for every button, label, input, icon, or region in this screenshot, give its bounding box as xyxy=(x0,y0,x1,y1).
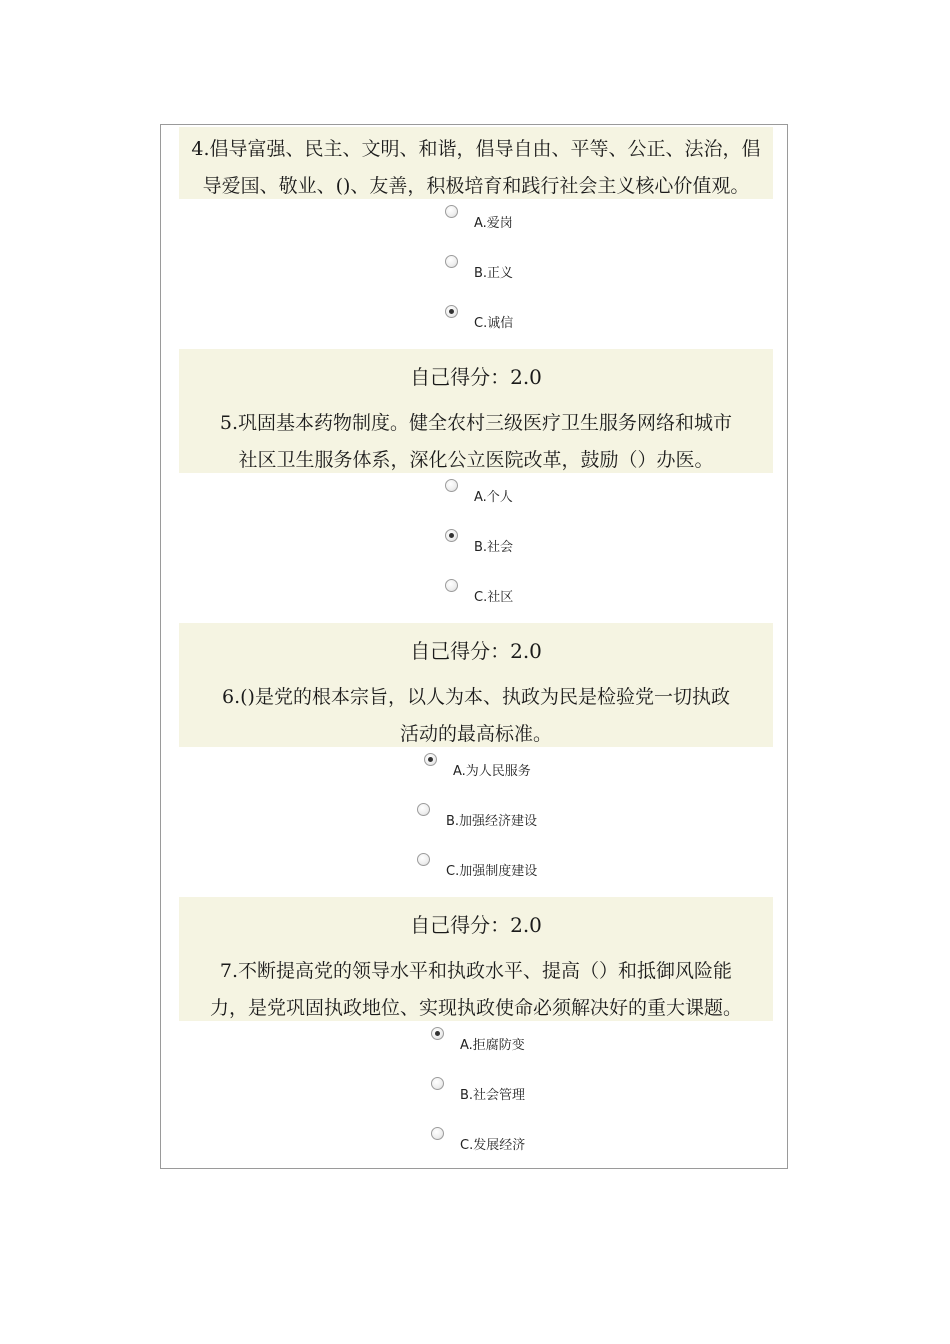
score-label: 自己得分：2.0 xyxy=(410,913,542,937)
question-6-text xyxy=(179,679,773,753)
question-line: 6.()是党的根本宗旨，以人为本、执政为民是检验党一切执政 xyxy=(222,686,730,708)
radio-icon[interactable] xyxy=(445,579,458,592)
score-label: 自己得分：2.0 xyxy=(410,365,542,389)
option-label: C.发展经济 xyxy=(460,1138,526,1153)
radio-checked-icon[interactable] xyxy=(431,1027,444,1040)
radio-checked-icon[interactable] xyxy=(424,753,437,766)
radio-icon[interactable] xyxy=(431,1127,444,1140)
option-label: A.爱岗 xyxy=(474,216,513,231)
radio-icon[interactable] xyxy=(445,479,458,492)
option-label: B.加强经济建设 xyxy=(446,814,538,829)
question-7-text xyxy=(179,953,773,1027)
radio-icon[interactable] xyxy=(445,205,458,218)
radio-checked-icon[interactable] xyxy=(445,529,458,542)
radio-icon[interactable] xyxy=(445,255,458,268)
radio-icon[interactable] xyxy=(417,803,430,816)
radio-checked-icon[interactable] xyxy=(445,305,458,318)
question-4-text xyxy=(179,131,773,205)
option-label: B.社会管理 xyxy=(460,1088,526,1103)
question-line: 活动的最高标准。 xyxy=(399,723,552,745)
option-label: A.个人 xyxy=(474,490,513,505)
question-line: 社区卫生服务体系，深化公立医院改革，鼓励（）办医。 xyxy=(238,449,714,471)
question-line: 导爱国、敬业、()、友善，积极培育和践行社会主义核心价值观。 xyxy=(202,175,750,197)
option-label: A.拒腐防变 xyxy=(460,1038,525,1053)
quiz-frame xyxy=(160,124,788,1169)
question-line: 5.巩固基本药物制度。健全农村三级医疗卫生服务网络和城市 xyxy=(219,412,733,434)
question-line: 7.不断提高党的领导水平和执政水平、提高（）和抵御风险能 xyxy=(219,960,733,982)
option-label: B.正义 xyxy=(474,266,514,281)
option-label: C.社区 xyxy=(474,590,514,605)
option-label: C.诚信 xyxy=(474,316,514,331)
radio-icon[interactable] xyxy=(417,853,430,866)
option-label: C.加强制度建设 xyxy=(446,864,538,879)
score-label: 自己得分：2.0 xyxy=(410,639,542,663)
question-line: 4.倡导富强、民主、文明、和谐，倡导自由、平等、公正、法治，倡 xyxy=(191,138,761,160)
question-line: 力，是党巩固执政地位、实现执政使命必须解决好的重大课题。 xyxy=(209,997,742,1019)
question-5-text xyxy=(179,405,773,479)
radio-icon[interactable] xyxy=(431,1077,444,1090)
option-label: A.为人民服务 xyxy=(453,764,531,779)
option-label: B.社会 xyxy=(474,540,514,555)
